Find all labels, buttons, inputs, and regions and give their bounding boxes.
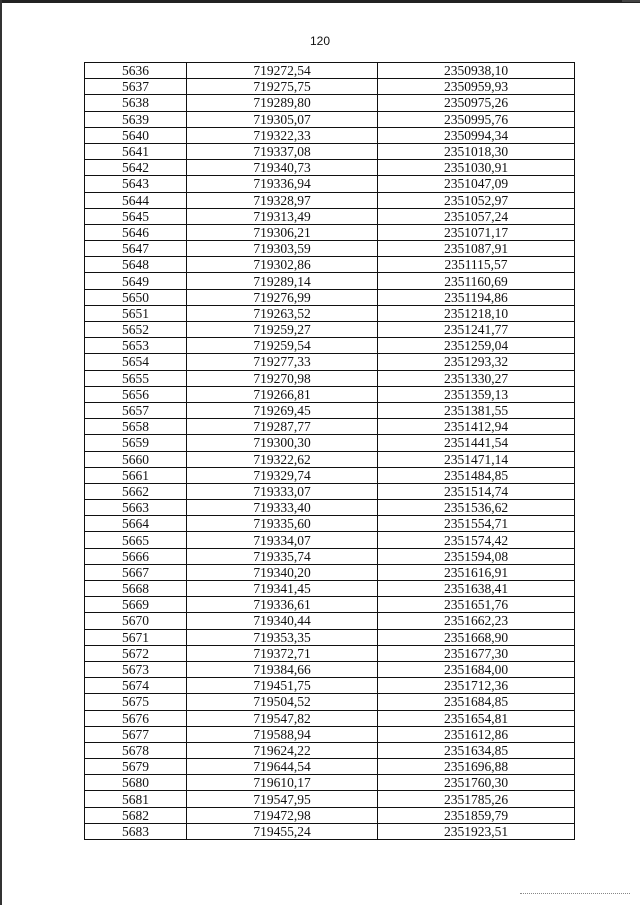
table-row — [85, 500, 575, 516]
x-coordinate-cell: 719313,49 — [187, 208, 378, 224]
point-number-cell: 5648 — [85, 257, 187, 273]
y-coordinate-cell: 2351859,79 — [378, 807, 575, 823]
y-coordinate-cell: 2351712,36 — [378, 678, 575, 694]
x-coordinate-cell: 719341,45 — [187, 581, 378, 597]
y-coordinate-cell: 2351330,27 — [378, 370, 575, 386]
point-number-cell: 5674 — [85, 678, 187, 694]
scan-edge-mark — [622, 0, 640, 2]
table-row — [85, 613, 575, 629]
point-number-cell: 5658 — [85, 419, 187, 435]
x-coordinate-cell: 719289,14 — [187, 273, 378, 289]
y-coordinate-cell: 2351536,62 — [378, 500, 575, 516]
y-coordinate-cell: 2350938,10 — [378, 63, 575, 79]
x-coordinate-cell: 719259,27 — [187, 322, 378, 338]
y-coordinate-cell: 2351760,30 — [378, 775, 575, 791]
x-coordinate-cell: 719333,07 — [187, 483, 378, 499]
point-number-cell: 5654 — [85, 354, 187, 370]
y-coordinate-cell: 2350995,76 — [378, 111, 575, 127]
y-coordinate-cell: 2350959,93 — [378, 79, 575, 95]
y-coordinate-cell: 2351638,41 — [378, 581, 575, 597]
x-coordinate-cell: 719335,74 — [187, 548, 378, 564]
table-row — [85, 597, 575, 613]
y-coordinate-cell: 2351554,71 — [378, 516, 575, 532]
y-coordinate-cell: 2351785,26 — [378, 791, 575, 807]
table-row — [85, 467, 575, 483]
x-coordinate-cell: 719322,33 — [187, 127, 378, 143]
table-row — [85, 402, 575, 418]
y-coordinate-cell: 2351651,76 — [378, 597, 575, 613]
table-row — [85, 111, 575, 127]
x-coordinate-cell: 719287,77 — [187, 419, 378, 435]
y-coordinate-cell: 2351047,09 — [378, 176, 575, 192]
y-coordinate-cell: 2351594,08 — [378, 548, 575, 564]
scan-edge-left — [0, 0, 2, 905]
y-coordinate-cell: 2351684,85 — [378, 694, 575, 710]
scan-edge-top — [0, 0, 640, 3]
point-number-cell: 5661 — [85, 467, 187, 483]
x-coordinate-cell: 719353,35 — [187, 629, 378, 645]
point-number-cell: 5668 — [85, 581, 187, 597]
y-coordinate-cell: 2351381,55 — [378, 402, 575, 418]
point-number-cell: 5651 — [85, 305, 187, 321]
x-coordinate-cell: 719504,52 — [187, 694, 378, 710]
table-row — [85, 354, 575, 370]
table-row — [85, 645, 575, 661]
table-row — [85, 564, 575, 580]
point-number-cell: 5647 — [85, 241, 187, 257]
table-row — [85, 419, 575, 435]
table-row — [85, 208, 575, 224]
x-coordinate-cell: 719305,07 — [187, 111, 378, 127]
table-row — [85, 516, 575, 532]
x-coordinate-cell: 719269,45 — [187, 402, 378, 418]
x-coordinate-cell: 719263,52 — [187, 305, 378, 321]
x-coordinate-cell: 719335,60 — [187, 516, 378, 532]
point-number-cell: 5638 — [85, 95, 187, 111]
point-number-cell: 5678 — [85, 742, 187, 758]
point-number-cell: 5669 — [85, 597, 187, 613]
point-number-cell: 5636 — [85, 63, 187, 79]
point-number-cell: 5660 — [85, 451, 187, 467]
point-number-cell: 5664 — [85, 516, 187, 532]
x-coordinate-cell: 719328,97 — [187, 192, 378, 208]
point-number-cell: 5667 — [85, 564, 187, 580]
x-coordinate-cell: 719272,54 — [187, 63, 378, 79]
table-row — [85, 224, 575, 240]
y-coordinate-cell: 2351018,30 — [378, 143, 575, 159]
x-coordinate-cell: 719624,22 — [187, 742, 378, 758]
table-row — [85, 305, 575, 321]
x-coordinate-cell: 719644,54 — [187, 759, 378, 775]
point-number-cell: 5671 — [85, 629, 187, 645]
y-coordinate-cell: 2351612,86 — [378, 726, 575, 742]
coordinates-table-body — [85, 63, 575, 840]
y-coordinate-cell: 2351634,85 — [378, 742, 575, 758]
point-number-cell: 5663 — [85, 500, 187, 516]
table-row — [85, 386, 575, 402]
y-coordinate-cell: 2351030,91 — [378, 160, 575, 176]
table-row — [85, 241, 575, 257]
x-coordinate-cell: 719547,82 — [187, 710, 378, 726]
point-number-cell: 5641 — [85, 143, 187, 159]
y-coordinate-cell: 2351412,94 — [378, 419, 575, 435]
x-coordinate-cell: 719303,59 — [187, 241, 378, 257]
y-coordinate-cell: 2351194,86 — [378, 289, 575, 305]
y-coordinate-cell: 2351087,91 — [378, 241, 575, 257]
y-coordinate-cell: 2351071,17 — [378, 224, 575, 240]
y-coordinate-cell: 2350994,34 — [378, 127, 575, 143]
table-row — [85, 451, 575, 467]
x-coordinate-cell: 719336,94 — [187, 176, 378, 192]
point-number-cell: 5666 — [85, 548, 187, 564]
x-coordinate-cell: 719306,21 — [187, 224, 378, 240]
point-number-cell: 5642 — [85, 160, 187, 176]
coordinates-table — [84, 62, 575, 840]
table-row — [85, 483, 575, 499]
table-row — [85, 370, 575, 386]
table-row — [85, 338, 575, 354]
table-row — [85, 160, 575, 176]
point-number-cell: 5646 — [85, 224, 187, 240]
table-row — [85, 143, 575, 159]
x-coordinate-cell: 719384,66 — [187, 661, 378, 677]
table-row — [85, 192, 575, 208]
y-coordinate-cell: 2351052,97 — [378, 192, 575, 208]
x-coordinate-cell: 719336,61 — [187, 597, 378, 613]
x-coordinate-cell: 719259,54 — [187, 338, 378, 354]
point-number-cell: 5645 — [85, 208, 187, 224]
y-coordinate-cell: 2351484,85 — [378, 467, 575, 483]
y-coordinate-cell: 2351654,81 — [378, 710, 575, 726]
table-row — [85, 759, 575, 775]
y-coordinate-cell: 2351218,10 — [378, 305, 575, 321]
x-coordinate-cell: 719547,95 — [187, 791, 378, 807]
point-number-cell: 5672 — [85, 645, 187, 661]
table-row — [85, 322, 575, 338]
scan-dotted-mark — [520, 893, 630, 894]
y-coordinate-cell: 2351259,04 — [378, 338, 575, 354]
y-coordinate-cell: 2351241,77 — [378, 322, 575, 338]
table-row — [85, 289, 575, 305]
y-coordinate-cell: 2351293,32 — [378, 354, 575, 370]
table-row — [85, 95, 575, 111]
table-row — [85, 79, 575, 95]
y-coordinate-cell: 2351057,24 — [378, 208, 575, 224]
table-row — [85, 532, 575, 548]
point-number-cell: 5653 — [85, 338, 187, 354]
x-coordinate-cell: 719337,08 — [187, 143, 378, 159]
page-number: 120 — [309, 34, 331, 48]
point-number-cell: 5681 — [85, 791, 187, 807]
y-coordinate-cell: 2351616,91 — [378, 564, 575, 580]
point-number-cell: 5650 — [85, 289, 187, 305]
x-coordinate-cell: 719372,71 — [187, 645, 378, 661]
y-coordinate-cell: 2351160,69 — [378, 273, 575, 289]
y-coordinate-cell: 2350975,26 — [378, 95, 575, 111]
x-coordinate-cell: 719588,94 — [187, 726, 378, 742]
point-number-cell: 5644 — [85, 192, 187, 208]
table-row — [85, 661, 575, 677]
x-coordinate-cell: 719329,74 — [187, 467, 378, 483]
x-coordinate-cell: 719289,80 — [187, 95, 378, 111]
point-number-cell: 5665 — [85, 532, 187, 548]
point-number-cell: 5652 — [85, 322, 187, 338]
point-number-cell: 5676 — [85, 710, 187, 726]
x-coordinate-cell: 719334,07 — [187, 532, 378, 548]
point-number-cell: 5675 — [85, 694, 187, 710]
table-row — [85, 710, 575, 726]
x-coordinate-cell: 719277,33 — [187, 354, 378, 370]
table-row — [85, 742, 575, 758]
y-coordinate-cell: 2351696,88 — [378, 759, 575, 775]
table-row — [85, 775, 575, 791]
y-coordinate-cell: 2351574,42 — [378, 532, 575, 548]
point-number-cell: 5649 — [85, 273, 187, 289]
point-number-cell: 5655 — [85, 370, 187, 386]
point-number-cell: 5673 — [85, 661, 187, 677]
point-number-cell: 5657 — [85, 402, 187, 418]
y-coordinate-cell: 2351471,14 — [378, 451, 575, 467]
table-row — [85, 726, 575, 742]
table-row — [85, 807, 575, 823]
y-coordinate-cell: 2351441,54 — [378, 435, 575, 451]
x-coordinate-cell: 719300,30 — [187, 435, 378, 451]
table-row — [85, 257, 575, 273]
x-coordinate-cell: 719455,24 — [187, 823, 378, 839]
x-coordinate-cell: 719266,81 — [187, 386, 378, 402]
point-number-cell: 5659 — [85, 435, 187, 451]
point-number-cell: 5637 — [85, 79, 187, 95]
y-coordinate-cell: 2351662,23 — [378, 613, 575, 629]
point-number-cell: 5639 — [85, 111, 187, 127]
table-row — [85, 629, 575, 645]
y-coordinate-cell: 2351115,57 — [378, 257, 575, 273]
x-coordinate-cell: 719302,86 — [187, 257, 378, 273]
x-coordinate-cell: 719472,98 — [187, 807, 378, 823]
x-coordinate-cell: 719322,62 — [187, 451, 378, 467]
table-row — [85, 63, 575, 79]
table-row — [85, 678, 575, 694]
x-coordinate-cell: 719610,17 — [187, 775, 378, 791]
x-coordinate-cell: 719276,99 — [187, 289, 378, 305]
point-number-cell: 5680 — [85, 775, 187, 791]
y-coordinate-cell: 2351668,90 — [378, 629, 575, 645]
x-coordinate-cell: 719270,98 — [187, 370, 378, 386]
table-row — [85, 823, 575, 839]
table-row — [85, 791, 575, 807]
table-row — [85, 273, 575, 289]
point-number-cell: 5643 — [85, 176, 187, 192]
point-number-cell: 5640 — [85, 127, 187, 143]
y-coordinate-cell: 2351514,74 — [378, 483, 575, 499]
point-number-cell: 5683 — [85, 823, 187, 839]
y-coordinate-cell: 2351923,51 — [378, 823, 575, 839]
point-number-cell: 5679 — [85, 759, 187, 775]
table-row — [85, 127, 575, 143]
y-coordinate-cell: 2351359,13 — [378, 386, 575, 402]
point-number-cell: 5670 — [85, 613, 187, 629]
x-coordinate-cell: 719340,44 — [187, 613, 378, 629]
table-row — [85, 176, 575, 192]
y-coordinate-cell: 2351677,30 — [378, 645, 575, 661]
x-coordinate-cell: 719333,40 — [187, 500, 378, 516]
point-number-cell: 5677 — [85, 726, 187, 742]
point-number-cell: 5662 — [85, 483, 187, 499]
y-coordinate-cell: 2351684,00 — [378, 661, 575, 677]
table-row — [85, 548, 575, 564]
x-coordinate-cell: 719340,73 — [187, 160, 378, 176]
point-number-cell: 5682 — [85, 807, 187, 823]
x-coordinate-cell: 719451,75 — [187, 678, 378, 694]
point-number-cell: 5656 — [85, 386, 187, 402]
table-row — [85, 581, 575, 597]
table-row — [85, 435, 575, 451]
x-coordinate-cell: 719275,75 — [187, 79, 378, 95]
x-coordinate-cell: 719340,20 — [187, 564, 378, 580]
table-row — [85, 694, 575, 710]
